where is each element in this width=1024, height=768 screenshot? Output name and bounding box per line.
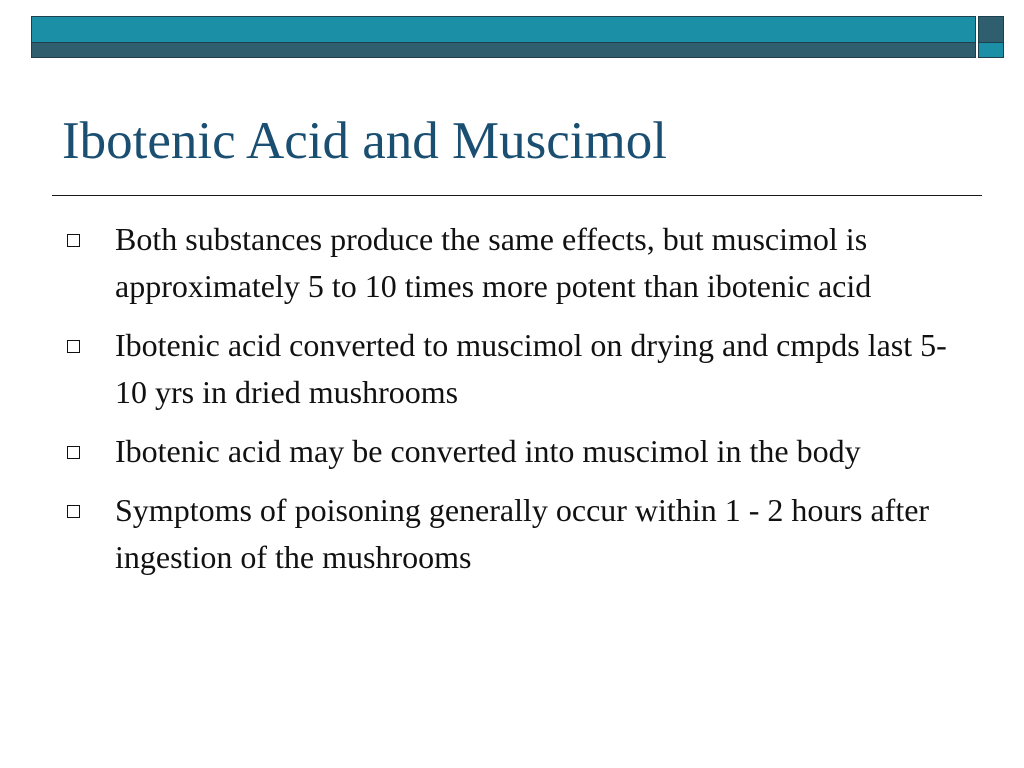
bullet-item [62, 487, 962, 581]
hollow-square-icon [67, 446, 80, 459]
bullet-item [62, 428, 962, 475]
header-bar-corner-top [978, 16, 1004, 43]
header-decoration-bar [31, 16, 1004, 58]
hollow-square-icon [67, 234, 80, 247]
hollow-square-icon [67, 340, 80, 353]
bullet-list [62, 216, 962, 593]
bullet-text: Ibotenic acid may be converted into muscimol in the body [115, 433, 861, 469]
header-bar-corner-bottom [978, 42, 1004, 58]
slide-title: Ibotenic Acid and Muscimol [62, 112, 667, 170]
hollow-square-icon [67, 505, 80, 518]
bullet-text: Ibotenic acid converted to muscimol on drying and cmpds last 5-10 yrs in dried mushrooms [115, 327, 947, 410]
bullet-item [62, 322, 962, 416]
header-bar-teal-band [31, 16, 976, 43]
title-divider [52, 195, 982, 196]
bullet-item [62, 216, 962, 310]
bullet-text: Both substances produce the same effects, but muscimol is approximately 5 to 10 times more potent than ibotenic acid [115, 221, 872, 304]
bullet-text: Symptoms of poisoning generally occur within 1 - 2 hours after ingestion of the mushrooms [115, 492, 930, 575]
header-bar-dark-band [31, 42, 976, 58]
